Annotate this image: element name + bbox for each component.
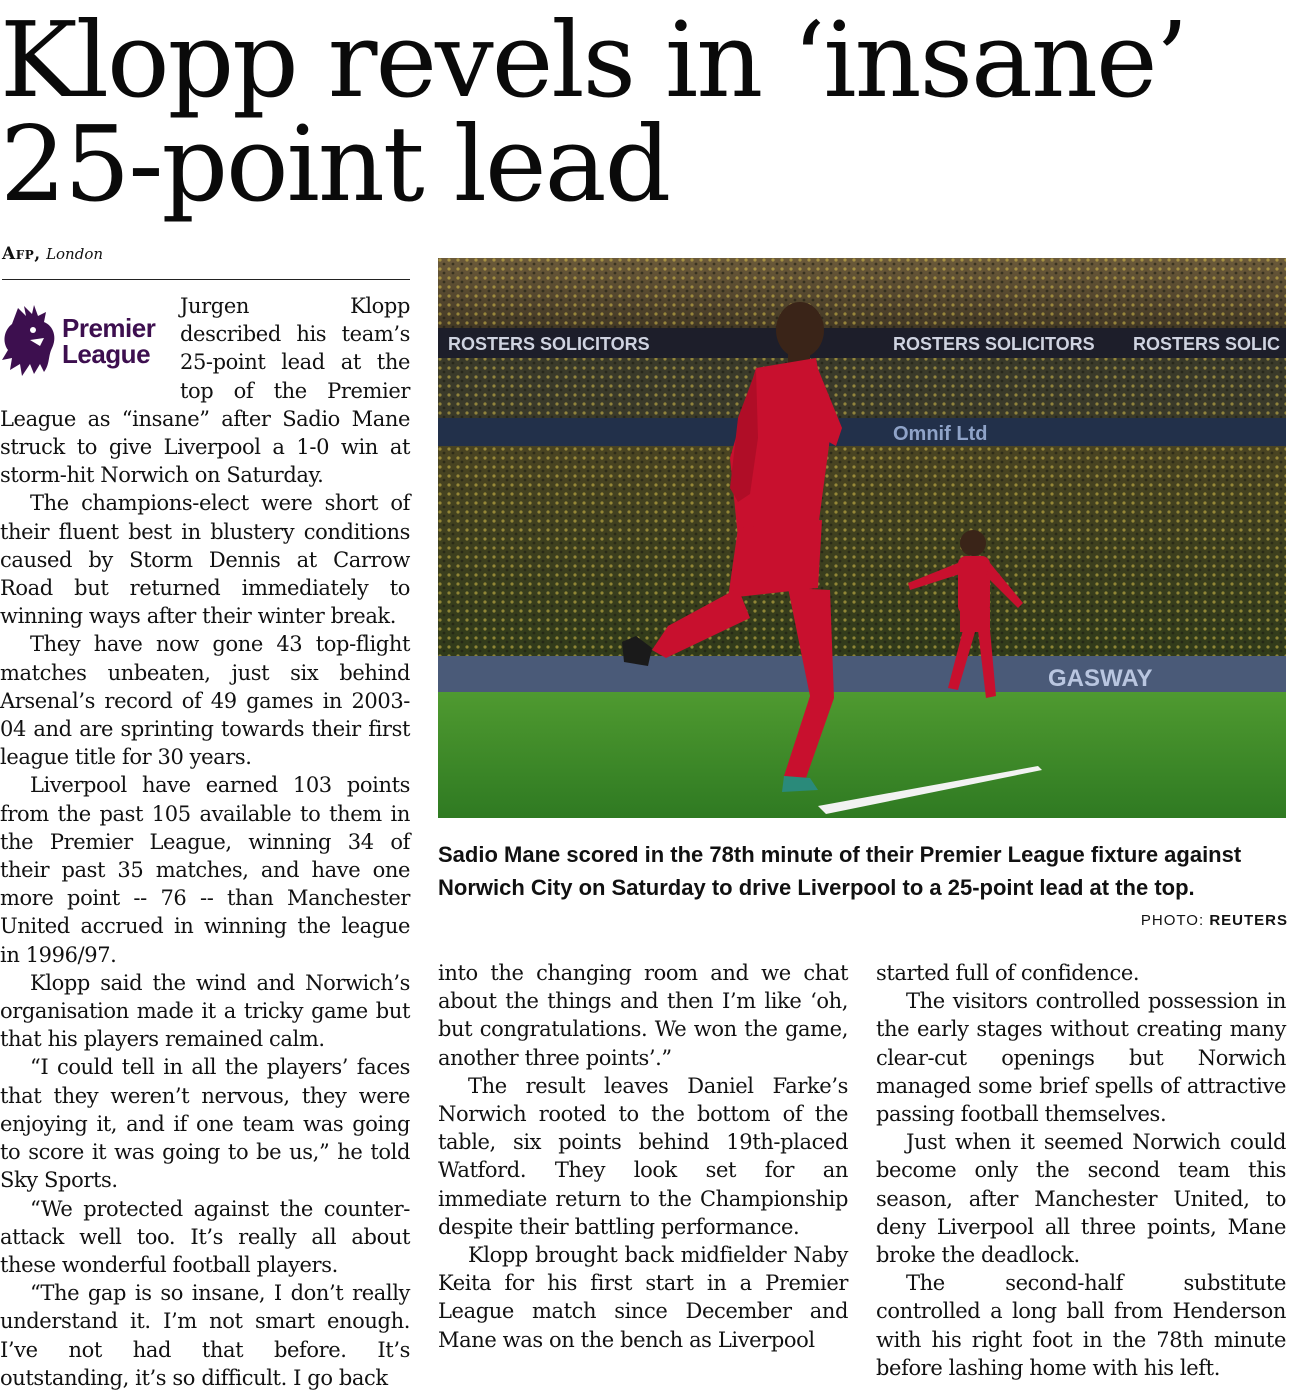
paragraph: Klopp brought back midfielder Naby Keita for his first start in a Premier League match since December and Mane was on the bench as Liverpool — [438, 1243, 848, 1352]
headline-line-2: 25-point lead — [0, 103, 670, 225]
board-text: GASWAY — [1048, 665, 1153, 692]
paragraph: The result leaves Daniel Farke’s Norwich rooted to the bottom of the table, six points behind 19th-placed Watford. They look set for an immediate return to the Championship despite their battling performance. — [438, 1073, 848, 1239]
paragraph: Just when it seemed Norwich could become only the second team this season, after Manchester United, to deny Liverpool all three points, Mane broke the deadlock. — [876, 1130, 1286, 1268]
match-photo — [438, 258, 1286, 818]
paragraph: into the changing room and we chat about the things and then I’m like ‘oh, but congratulations. We won the game, another three points’.” — [438, 961, 848, 1070]
byline-agency: Afp, — [2, 244, 41, 264]
byline — [2, 244, 410, 280]
paragraph: Jurgen Klopp described his team’s 25-point lead at the top of the Premier League as “insane” after Sadio Mane struck to give Liverpool a 1-0 win at storm-hit Norwich on Saturday. — [0, 294, 410, 488]
headline-line-1: Klopp revels in ‘insane’ — [0, 0, 1187, 121]
credit-label: PHOTO: — [1140, 912, 1205, 929]
photo-credit — [1141, 912, 1288, 929]
byline-place: London — [46, 245, 104, 263]
headline — [0, 0, 1290, 225]
photo-caption: Sadio Mane scored in the 78th minute of their Premier League fixture against Norwich City on Saturday to drive Liverpool to a 25-point lead at the top. — [438, 842, 1242, 900]
board-text: ROSTERS SOLIC — [1133, 334, 1281, 354]
paragraph: “We protected against the counter-attack well too. It’s really all about these wonderful football players. — [0, 1196, 410, 1277]
premier-league-logo — [0, 300, 172, 382]
article-column-2 — [438, 959, 848, 1354]
paragraph: started full of confidence. — [876, 961, 1140, 985]
article-column-3 — [876, 959, 1286, 1382]
paragraph: Klopp said the wind and Norwich’s organisation made it a tricky game but that his players remained calm. — [0, 970, 410, 1052]
logo-line-2: League — [62, 339, 151, 369]
article-column-1 — [0, 292, 410, 1392]
logo-line-1: Premier — [62, 313, 156, 343]
board-text: Omnif Ltd — [893, 423, 988, 445]
board-text: ROSTERS SOLICITORS — [448, 334, 650, 354]
paragraph: “I could tell in all the players’ faces that they weren’t nervous, they were enjoying it, and if one team was going to score it was going to be us,” he told Sky Sports. — [0, 1055, 410, 1193]
paragraph: The champions-elect were short of their fluent best in blustery conditions caused by Storm Dennis at Carrow Road but returned immediately to winning ways after their winter break. — [0, 491, 410, 629]
paragraph: The visitors controlled possession in the early stages without creating many clear-cut openings but Norwich managed some brief spells of attractive passing football themselves. — [876, 989, 1286, 1127]
credit-source: REUTERS — [1209, 912, 1288, 929]
lion-icon — [0, 304, 58, 378]
paragraph: They have now gone 43 top-flight matches unbeaten, just six behind Arsenal’s record of 49 games in 2003-04 and are sprinting towards their first league title for 30 years. — [0, 632, 410, 770]
paragraph: The second-half substitute controlled a long ball from Henderson with his right foot in the 78th minute before lashing home with his left. — [876, 1271, 1286, 1380]
board-text: ROSTERS SOLICITORS — [893, 334, 1095, 354]
paragraph: “The gap is so insane, I don’t really understand it. I’m not smart enough. I’ve not had that before. It’s outstanding, it’s so difficult. I go back — [0, 1281, 410, 1390]
paragraph: Liverpool have earned 103 points from the past 105 available to them in the Premier League, winning 34 of their past 35 matches, and have one more point -- 76 -- than Manchester United accrued in winning the league in 1996/97. — [0, 773, 410, 967]
